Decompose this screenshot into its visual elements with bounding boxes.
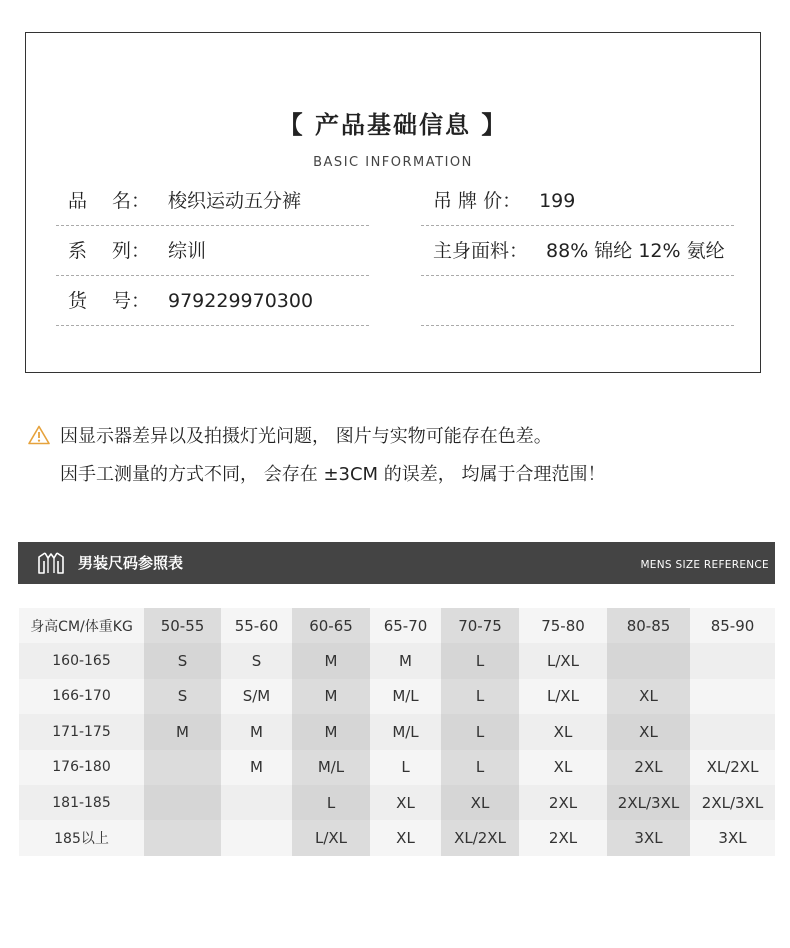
notice-text-1: 因显示器差异以及拍摄灯光问题， 图片与实物可能存在色差。	[60, 426, 552, 447]
info-value: 979229970300	[168, 290, 314, 312]
size-cell: XL	[519, 750, 607, 785]
size-cell: 2XL/3XL	[607, 785, 690, 820]
size-chart-header	[18, 542, 775, 584]
header-cell-weight: 55-60	[221, 608, 292, 643]
size-cell: XL	[607, 679, 690, 714]
table-row	[19, 785, 775, 820]
header-cell-weight: 60-65	[292, 608, 370, 643]
table-row	[19, 820, 775, 855]
size-cell: M/L	[370, 714, 441, 749]
info-row-series	[56, 226, 369, 276]
size-cell: M	[370, 643, 441, 678]
warning-icon	[28, 425, 50, 445]
size-cell	[144, 750, 221, 785]
size-cell: XL	[519, 714, 607, 749]
info-label: 系 列：	[68, 240, 151, 262]
size-cell: M	[292, 714, 370, 749]
header-cell-weight: 80-85	[607, 608, 690, 643]
size-cell	[690, 679, 775, 714]
size-cell: 2XL	[519, 785, 607, 820]
size-cell	[144, 785, 221, 820]
notice	[28, 418, 606, 494]
notice-line-2	[28, 456, 606, 494]
size-chart-title: 男装尺码参照表	[78, 554, 184, 572]
size-cell: L	[370, 750, 441, 785]
size-cell: S/M	[221, 679, 292, 714]
header-cell-weight: 70-75	[441, 608, 519, 643]
header-cell-weight: 65-70	[370, 608, 441, 643]
size-cell: L	[441, 643, 519, 678]
size-cell	[690, 643, 775, 678]
size-cell: M	[221, 714, 292, 749]
size-cell: XL	[370, 820, 441, 855]
size-cell: 2XL	[607, 750, 690, 785]
info-title: 【 产品基础信息 】	[278, 111, 508, 139]
info-row-article-no	[56, 276, 369, 326]
size-cell: 3XL	[607, 820, 690, 855]
info-label: 主身面料：	[433, 240, 529, 262]
info-value: 88% 锦纶 12% 氨纶	[546, 240, 725, 262]
table-row	[19, 714, 775, 749]
size-table	[19, 608, 775, 856]
table-row	[19, 750, 775, 785]
info-label: 货 号：	[68, 290, 151, 312]
size-cell: L	[292, 785, 370, 820]
size-cell: XL	[370, 785, 441, 820]
info-row-empty	[421, 276, 734, 326]
notice-line-1	[28, 418, 606, 456]
info-label: 品 名：	[68, 190, 151, 212]
size-cell: S	[221, 643, 292, 678]
size-cell: 3XL	[690, 820, 775, 855]
size-cell	[607, 643, 690, 678]
info-value: 综训	[168, 240, 207, 262]
row-height-cell: 181-185	[19, 785, 144, 820]
size-cell	[690, 714, 775, 749]
info-value: 199	[539, 190, 576, 212]
size-cell: XL	[607, 714, 690, 749]
size-cell: M	[221, 750, 292, 785]
size-cell: L/XL	[292, 820, 370, 855]
size-cell: M	[292, 679, 370, 714]
size-cell: M/L	[292, 750, 370, 785]
size-cell: XL/2XL	[441, 820, 519, 855]
row-height-cell: 176-180	[19, 750, 144, 785]
row-height-cell: 160-165	[19, 643, 144, 678]
info-subtitle: BASIC INFORMATION	[313, 155, 473, 170]
size-cell: M/L	[370, 679, 441, 714]
size-cell: S	[144, 643, 221, 678]
header-cell-weight: 75-80	[519, 608, 607, 643]
product-info-box	[25, 32, 761, 373]
size-cell: L	[441, 714, 519, 749]
size-cell: L/XL	[519, 643, 607, 678]
size-cell: 2XL	[519, 820, 607, 855]
info-row-name	[56, 176, 369, 226]
size-cell: L	[441, 679, 519, 714]
header-cell-height-weight: 身高CM/体重KG	[19, 608, 144, 643]
row-height-cell: 185以上	[19, 820, 144, 855]
size-cell: L	[441, 750, 519, 785]
header-cell-weight: 85-90	[690, 608, 775, 643]
size-cell: L/XL	[519, 679, 607, 714]
table-row	[19, 679, 775, 714]
size-cell: XL	[441, 785, 519, 820]
size-cell	[221, 820, 292, 855]
size-cell: XL/2XL	[690, 750, 775, 785]
row-height-cell: 171-175	[19, 714, 144, 749]
size-cell: S	[144, 679, 221, 714]
size-cell: M	[144, 714, 221, 749]
info-label: 吊 牌 价：	[433, 190, 522, 212]
notice-text-2: 因手工测量的方式不同， 会存在 ±3CM 的误差， 均属于合理范围！	[60, 464, 606, 485]
row-height-cell: 166-170	[19, 679, 144, 714]
header-cell-weight: 50-55	[144, 608, 221, 643]
size-chart-reference: MENS SIZE REFERENCE	[640, 559, 769, 571]
info-value: 梭织运动五分裤	[168, 190, 302, 212]
table-row	[19, 643, 775, 678]
size-cell: M	[292, 643, 370, 678]
info-row-price	[421, 176, 734, 226]
size-cell: 2XL/3XL	[690, 785, 775, 820]
size-cell	[221, 785, 292, 820]
size-cell	[144, 820, 221, 855]
info-row-fabric	[421, 226, 734, 276]
size-table-header-row	[19, 608, 775, 643]
shirt-logo-icon	[36, 551, 66, 575]
